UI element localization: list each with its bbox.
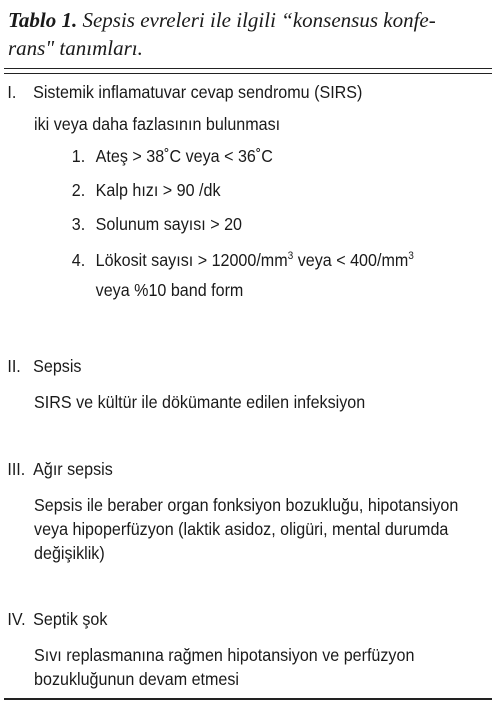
criterion-text: Lökosit sayısı > 12000/mm — [95, 250, 288, 270]
criterion-text: Ateş > 38˚C veya < 36˚C — [95, 146, 273, 166]
section-heading — [7, 80, 362, 104]
superscript: 3 — [408, 250, 414, 262]
description-line: veya hipoperfüzyon (laktik asidoz, oligüri, mental durumda — [34, 519, 449, 539]
section-heading — [7, 354, 81, 378]
section-description — [34, 493, 466, 565]
criterion-item — [72, 178, 221, 202]
criterion-number: 1. — [71, 146, 86, 166]
section-number: II. — [7, 356, 21, 376]
description-line: iki veya daha fazlasının bulunması — [34, 114, 281, 134]
superscript: 3 — [287, 250, 294, 262]
description-line: Sıvı replasmanına rağmen hipotansiyon ve perfüzyon — [34, 645, 415, 665]
description-line: bozukluğunun devam etmesi — [34, 669, 239, 689]
criterion-text: veya < 400/mm — [293, 250, 409, 270]
section-heading — [7, 607, 107, 631]
bottom-rule — [4, 698, 492, 700]
criterion-item — [72, 212, 242, 236]
section-number: III. — [7, 459, 26, 479]
section-title: Ağır sepsis — [33, 459, 113, 479]
section-description — [34, 390, 466, 414]
criterion-number: 4. — [71, 250, 86, 270]
criterion-item — [72, 248, 414, 272]
section-description — [34, 643, 466, 691]
table-caption — [8, 6, 492, 62]
table-label: Tablo 1. — [8, 8, 78, 32]
criterion-item — [72, 144, 273, 168]
caption-text-line1: Sepsis evreleri ile ilgili “konsensus konfe- — [77, 8, 436, 32]
top-double-rule — [4, 68, 492, 74]
caption-text-line2: rans" tanımları. — [8, 36, 143, 60]
section-title: Septik şok — [33, 609, 108, 629]
section-number: I. — [7, 82, 17, 102]
description-line: Sepsis ile beraber organ fonksiyon bozukluğu, hipotansiyon — [34, 495, 459, 515]
criterion-text: Solunum sayısı > 20 — [95, 214, 243, 234]
section-title: Sistemik inflamatuvar cevap sendromu (SIRS) — [33, 82, 363, 102]
criterion-number: 3. — [71, 214, 86, 234]
section-title: Sepsis — [33, 356, 82, 376]
section-description — [34, 112, 466, 136]
description-line: değişiklik) — [34, 543, 105, 563]
criterion-continuation: veya %10 band form — [95, 280, 244, 300]
description-line: SIRS ve kültür ile dökümante edilen infeksiyon — [34, 392, 366, 412]
section-heading — [7, 457, 112, 481]
criterion-number: 2. — [71, 180, 86, 200]
criterion-text: Kalp hızı > 90 /dk — [95, 180, 221, 200]
section-number: IV. — [7, 609, 26, 629]
